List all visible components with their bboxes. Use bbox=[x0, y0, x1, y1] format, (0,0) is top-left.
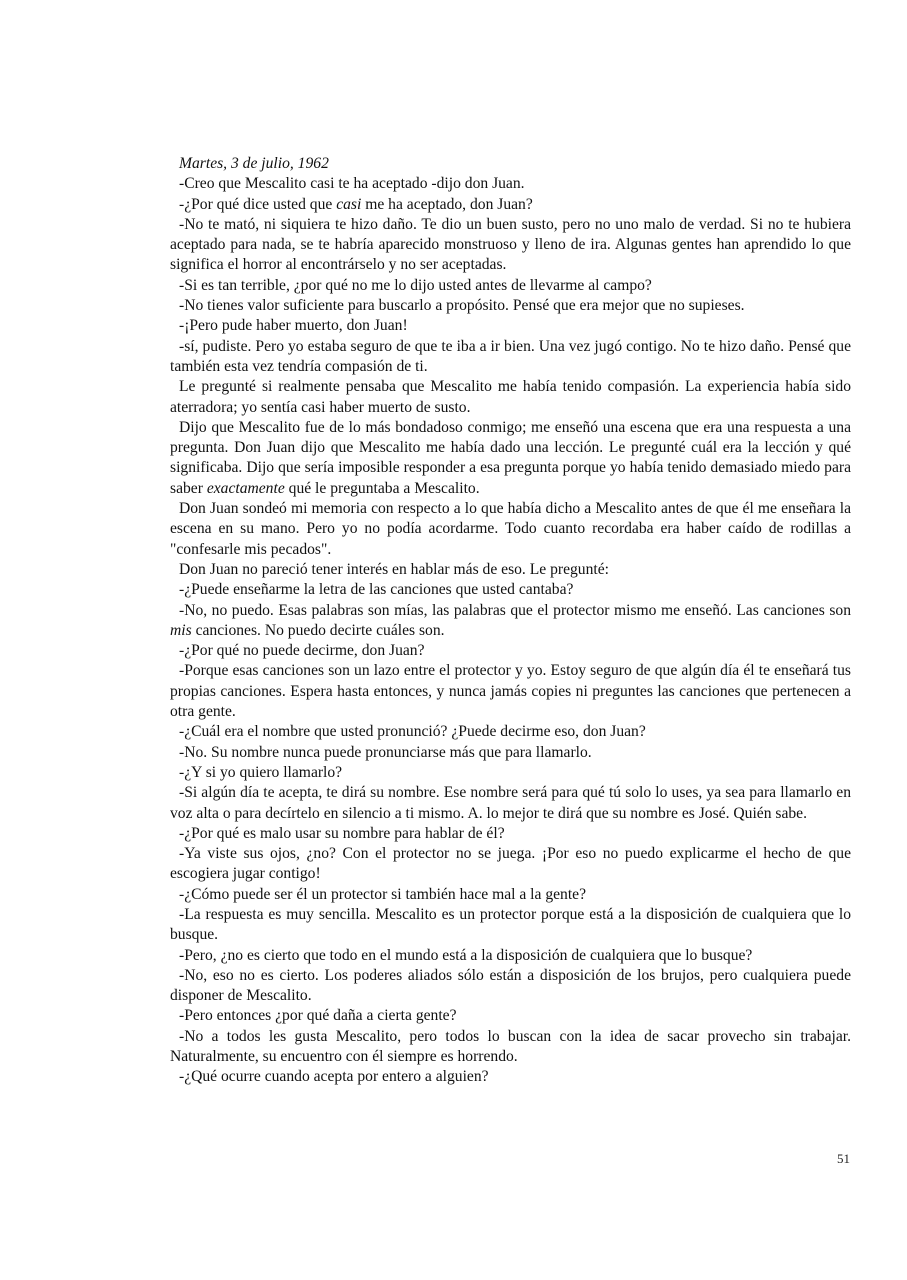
text-run: -La respuesta es muy sencilla. Mescalito es un protector porque está a la disposición de cualquiera que lo busque. bbox=[170, 905, 851, 944]
paragraph bbox=[170, 337, 851, 378]
text-run: -Si es tan terrible, ¿por qué no me lo dijo usted antes de llevarme al campo? bbox=[179, 276, 652, 294]
paragraph bbox=[170, 885, 851, 905]
text-run: -No, eso no es cierto. Los poderes aliados sólo están a disposición de los brujos, pero cualquiera puede disponer de Mescalito. bbox=[170, 966, 851, 1005]
paragraph bbox=[170, 905, 851, 946]
paragraph bbox=[170, 316, 851, 336]
paragraph bbox=[170, 844, 851, 885]
text-run: -Ya viste sus ojos, ¿no? Con el protector no se juega. ¡Por eso no puedo explicarme el hecho de que escogiera jugar contigo! bbox=[170, 845, 851, 883]
text-run: -No, no puedo. Esas palabras son mías, las palabras que el protector mismo me enseñó. Las canciones son bbox=[179, 601, 851, 619]
text-run: -¿Por qué es malo usar su nombre para hablar de él? bbox=[179, 824, 505, 842]
paragraph bbox=[170, 601, 851, 642]
paragraph bbox=[170, 1067, 851, 1087]
paragraph bbox=[170, 641, 851, 661]
text-run: Don Juan sondeó mi memoria con respecto a lo que había dicho a Mescalito antes de que él me enseñara la escena en su mano. Pero yo no podía acordarme. Todo cuanto recordaba era haber caído de rodillas a "confesarle mis pecados". bbox=[170, 500, 851, 558]
paragraph bbox=[170, 499, 851, 560]
paragraph bbox=[170, 580, 851, 600]
paragraph bbox=[170, 722, 851, 742]
entry-date bbox=[170, 154, 851, 174]
body-text bbox=[170, 154, 851, 1088]
text-run: -¡Pero pude haber muerto, don Juan! bbox=[179, 317, 408, 335]
text-run: -¿Cuál era el nombre que usted pronunció? ¿Puede decirme eso, don Juan? bbox=[179, 723, 646, 741]
paragraph bbox=[170, 966, 851, 1007]
paragraph bbox=[170, 824, 851, 844]
paragraph bbox=[170, 1027, 851, 1068]
text-run: me ha aceptado, don Juan? bbox=[361, 195, 533, 213]
paragraph bbox=[170, 743, 851, 763]
text-run: -¿Cómo puede ser él un protector si también hace mal a la gente? bbox=[179, 885, 587, 903]
text-run: -sí, pudiste. Pero yo estaba seguro de que te iba a ir bien. Una vez jugó contigo. No te hizo daño. Pensé que también esta vez tendría compasión de ti. bbox=[170, 337, 851, 375]
paragraph bbox=[170, 1006, 851, 1026]
text-run: -Pero entonces ¿por qué daña a cierta gente? bbox=[179, 1007, 457, 1025]
page-number: 51 bbox=[837, 1151, 850, 1166]
text-run: -¿Y si yo quiero llamarlo? bbox=[179, 763, 343, 781]
text-run: Le pregunté si realmente pensaba que Mescalito me había tenido compasión. La experiencia había sido aterradora; yo sentía casi haber muerto de susto. bbox=[170, 378, 851, 416]
paragraph bbox=[170, 195, 851, 215]
text-run: -Pero, ¿no es cierto que todo en el mundo está a la disposición de cualquiera que lo busque? bbox=[179, 946, 753, 964]
paragraph bbox=[170, 377, 851, 418]
paragraph bbox=[170, 174, 851, 194]
text-run: -Porque esas canciones son un lazo entre el protector y yo. Estoy seguro de que algún día él te enseñará tus propias canciones. Espera hasta entonces, y nunca jamás copies ni preguntes las canciones que pertenecen a otra gente. bbox=[170, 662, 851, 721]
paragraph bbox=[170, 215, 851, 276]
text-run: -¿Por qué dice usted que bbox=[179, 195, 337, 213]
paragraph bbox=[170, 783, 851, 824]
text-run: Dijo que Mescalito fue de lo más bondadoso conmigo; me enseñó una escena que era una respuesta a una pregunta. Don Juan dijo que Mescalito me había dado una lección. Le pregunté cuál era la lección y qué significaba. Dijo que sería imposible responder a esa pregunta porque yo había tenido demasiado miedo para saber bbox=[170, 418, 851, 497]
paragraph bbox=[170, 560, 851, 580]
text-run: -Si algún día te acepta, te dirá su nombre. Ese nombre será para qué tú solo lo uses, ya sea para llamarlo en voz alta o para decírtelo en silencio a ti mismo. A. lo mejor te dirá que su nombre es José. Quién sabe. bbox=[170, 784, 851, 822]
paragraph bbox=[170, 661, 851, 722]
text-run: -Creo que Mescalito casi te ha aceptado -dijo don Juan. bbox=[179, 175, 525, 193]
paragraph bbox=[170, 946, 851, 966]
text-run: -¿Por qué no puede decirme, don Juan? bbox=[179, 642, 425, 660]
paragraph bbox=[170, 763, 851, 783]
text-run: Martes, 3 de julio, 1962 bbox=[179, 155, 329, 172]
text-run: -No tienes valor suficiente para buscarlo a propósito. Pensé que era mejor que no supieses. bbox=[179, 297, 745, 315]
text-run: -No. Su nombre nunca puede pronunciarse más que para llamarlo. bbox=[179, 743, 592, 761]
text-run: canciones. No puedo decirte cuáles son. bbox=[191, 621, 445, 639]
italic-text: mis bbox=[170, 621, 192, 639]
text-run: -¿Qué ocurre cuando acepta por entero a alguien? bbox=[179, 1068, 489, 1086]
text-run: -No a todos les gusta Mescalito, pero todos lo buscan con la idea de sacar provecho sin trabajar. Naturalmente, su encuentro con él siempre es horrendo. bbox=[170, 1027, 851, 1066]
paragraph bbox=[170, 418, 851, 499]
italic-text: casi bbox=[336, 195, 362, 213]
paragraph bbox=[170, 276, 851, 296]
text-run: -No te mató, ni siquiera te hizo daño. Te dio un buen susto, pero no uno malo de verdad. Si no te hubiera aceptado para nada, se te habría aparecido monstruoso y lleno de ira. Algunas gentes han aprendido lo que significa el horror al encontrárselo y no ser aceptadas. bbox=[170, 215, 851, 274]
paragraph bbox=[170, 296, 851, 316]
italic-text: exactamente bbox=[206, 479, 285, 497]
text-run: -¿Puede enseñarme la letra de las canciones que usted cantaba? bbox=[179, 581, 574, 599]
text-run: qué le preguntaba a Mescalito. bbox=[284, 479, 480, 497]
text-run: Don Juan no pareció tener interés en hablar más de eso. Le pregunté: bbox=[179, 560, 609, 578]
